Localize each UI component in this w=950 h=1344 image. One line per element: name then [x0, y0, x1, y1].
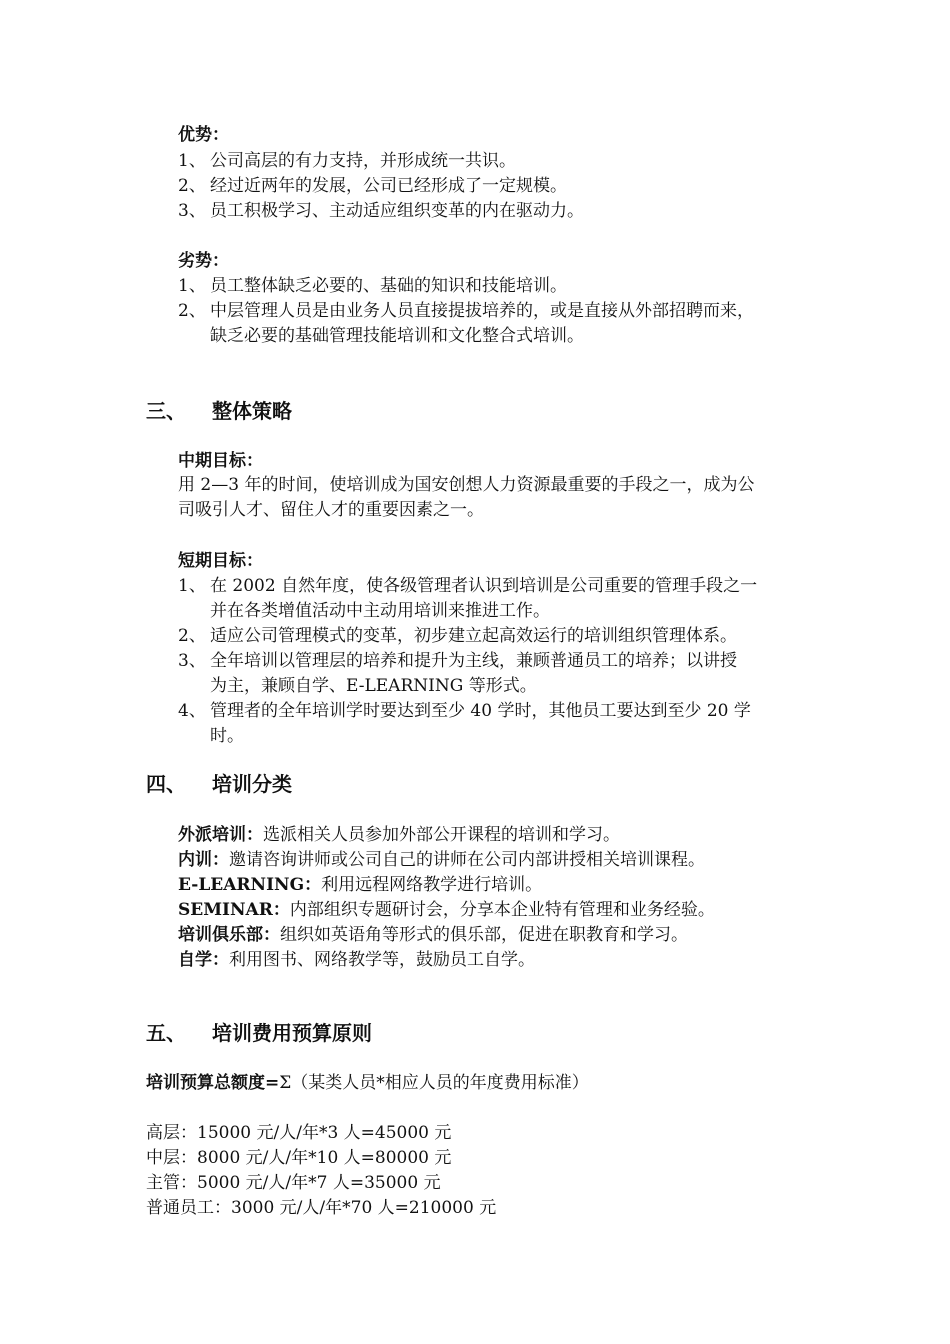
training-type-item: 内训：邀请咨询讲师或公司自己的讲师在公司内部讲授相关培训课程。 [178, 850, 705, 870]
list-item: 1、 员工整体缺乏必要的、基础的知识和技能培训。 [178, 276, 567, 296]
short-goal-list [178, 574, 828, 749]
document-page: 优势： 1、 公司高层的有力支持，并形成统一共识。 2、 经过近两年的发展，公司已经形成了一定规模。 3、 员工积极学习、主动适应组织变革的内在驱动力。 劣势： 1、 员工整体缺乏必要的、基础的知识和技能培训。 2、 中层管理人员是由业务人员直接提拔培养的，或是直接从外部招聘而来， 缺乏必要的基础管理技能培训和文化整合式培训。 三、 整体策略 中期目标： 用 2—3 年的时间，使培训成为国安创想人力资源最重要的手段之一，成为公 司吸引人才、留住人才的重要因素之一。 短期目标： 1、 在 2002 自然年度，使各级管理者认识到培训是公司重要的管理手段之一 并在各类增值活动中主动用培训来推进工作。 2、 适应公司管理模式的变革，初步建立起高效运行的培训组织管理体系。 3、 全年培训以管理层的培养和提升为主线，兼顾普通员工的培养；以讲授 为主，兼顾自学、E-LEARNING 等形式。 4、 管理者的全年培训学时要达到至少 40 学时，其他员工要达到至少 20 学 时。 四、 培训分类 外派培训：选派相关人员参加外部公开课程的培训和学习。 内训：邀请咨询讲师或公司自己的讲师在公司内部讲授相关培训课程。 E-LEARNING：利用远程网络教学进行培训。 SEMINAR：内部组织专题研讨会，分享本企业特有管理和业务经验。 培训俱乐部：组织如英语角等形式的俱乐部，促进在职教育和学习。 自学：利用图书、网络教学等，鼓励员工自学。 五、 培训费用预算原则 培训预算总额度=Σ（某类人员*相应人员的年度费用标准） 高层：15000 元/人/年*3 人=45000 元 中层：8000 元/人/年*10 人=80000 元 主管：5000 元/人/年*7 人=35000 元 普通员工：3000 元/人/年*70 人=210000 元 [0, 0, 950, 1344]
training-type-item: 培训俱乐部：组织如英语角等形式的俱乐部，促进在职教育和学习。 [178, 925, 688, 945]
list-item: 1、 在 2002 自然年度，使各级管理者认识到培训是公司重要的管理手段之一 并在各类增值活动中主动用培训来推进工作。 [178, 576, 758, 621]
advantages-list [178, 149, 828, 224]
advantages-title: 优势： [178, 125, 229, 145]
list-item: 2、 中层管理人员是由业务人员直接提拔培养的，或是直接从外部招聘而来， 缺乏必要的基础管理技能培训和文化整合式培训。 [178, 301, 754, 346]
training-type-item: 外派培训：选派相关人员参加外部公开课程的培训和学习。 [178, 825, 620, 845]
disadvantages-title: 劣势： [178, 251, 229, 271]
training-type-item: 自学：利用图书、网络教学等，鼓励员工自学。 [178, 950, 535, 970]
mid-goal-line-1: 用 2—3 年的时间，使培训成为国安创想人力资源最重要的手段之一，成为公 [178, 475, 755, 495]
list-item: 1、 公司高层的有力支持，并形成统一共识。 [178, 151, 516, 171]
list-item: 2、 适应公司管理模式的变革，初步建立起高效运行的培训组织管理体系。 [178, 626, 737, 646]
budget-line: 主管：5000 元/人/年*7 人=35000 元 [146, 1173, 441, 1193]
budget-line: 中层：8000 元/人/年*10 人=80000 元 [146, 1148, 452, 1168]
list-item: 3、 全年培训以管理层的培养和提升为主线，兼顾普通员工的培养；以讲授 为主，兼顾自学、E-LEARNING 等形式。 [178, 651, 737, 696]
mid-goal-line-2: 司吸引人才、留住人才的重要因素之一。 [178, 500, 484, 520]
training-type-item: E-LEARNING：利用远程网络教学进行培训。 [178, 875, 543, 895]
list-item: 2、 经过近两年的发展，公司已经形成了一定规模。 [178, 176, 567, 196]
short-goal-label: 短期目标： [178, 551, 263, 571]
budget-line: 高层：15000 元/人/年*3 人=45000 元 [146, 1123, 452, 1143]
disadvantages-list [178, 274, 828, 349]
budget-line: 普通员工：3000 元/人/年*70 人=210000 元 [146, 1198, 497, 1218]
mid-goal-label: 中期目标： [178, 451, 263, 471]
training-type-item: SEMINAR：内部组织专题研讨会，分享本企业特有管理和业务经验。 [178, 900, 715, 920]
list-item: 4、 管理者的全年培训学时要达到至少 40 学时，其他员工要达到至少 20 学 时。 [178, 701, 751, 746]
budget-formula: 培训预算总额度=Σ（某类人员*相应人员的年度费用标准） [146, 1073, 589, 1093]
list-item: 3、 员工积极学习、主动适应组织变革的内在驱动力。 [178, 201, 584, 221]
